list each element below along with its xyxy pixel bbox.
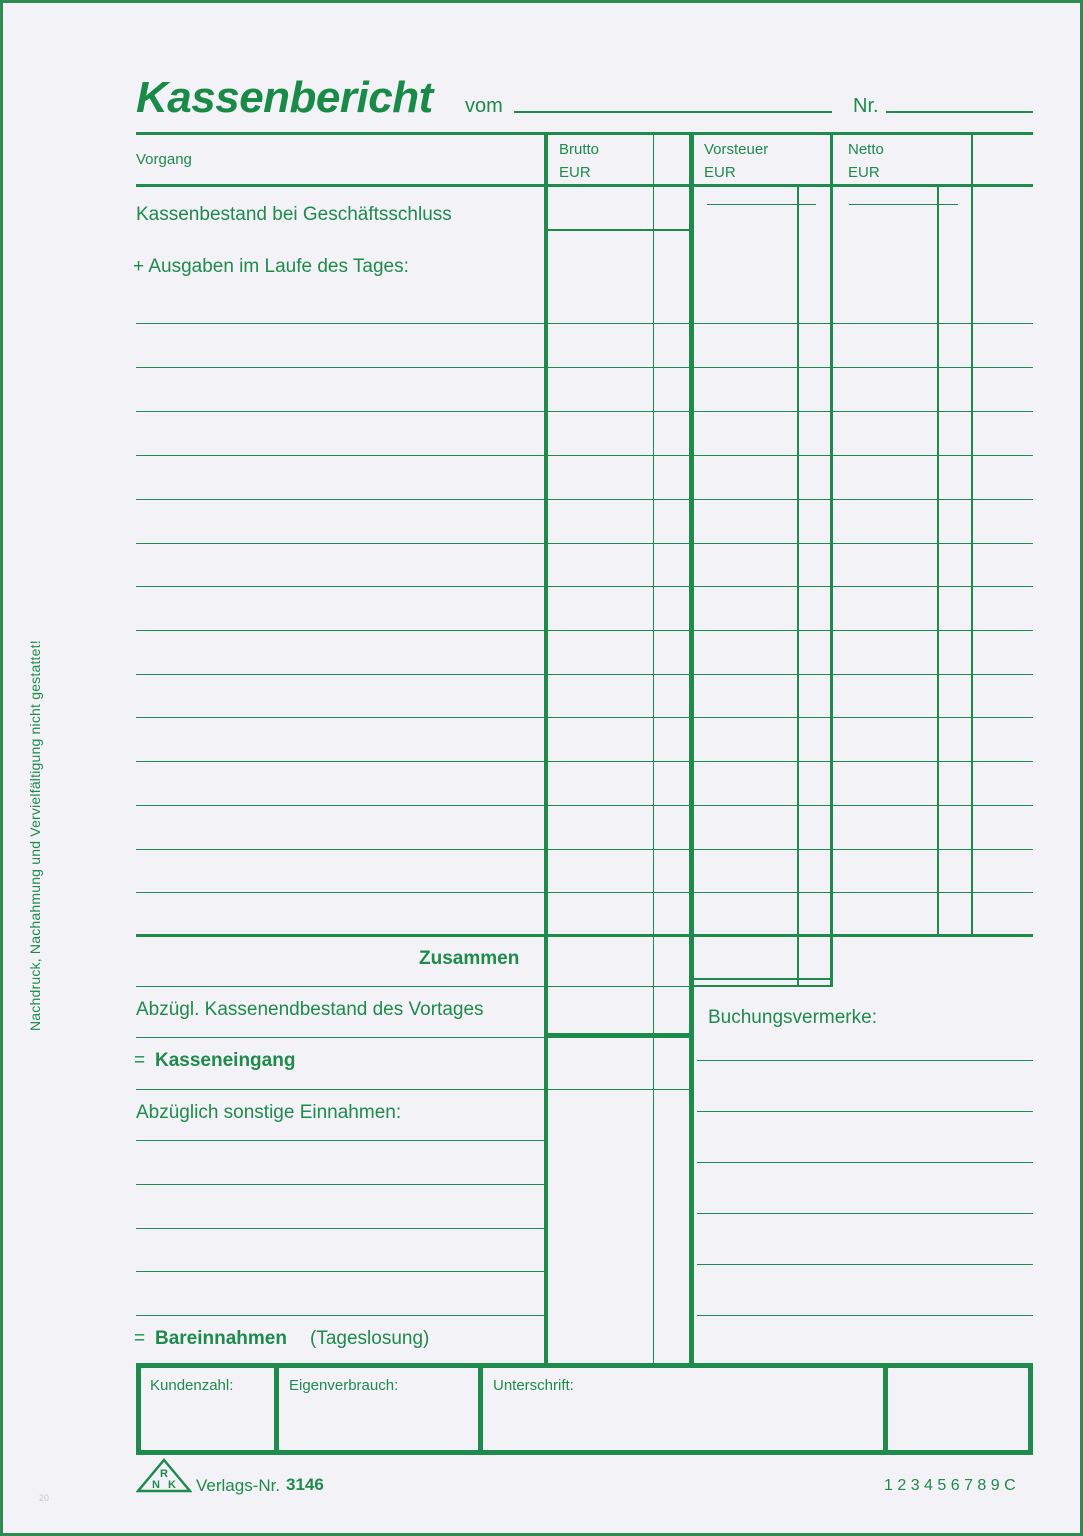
- ausgaben-line[interactable]: [136, 323, 1033, 324]
- footer-divider: [274, 1363, 279, 1455]
- copyright-side-note: Nachdruck, Nachahmung und Vervielfältigung nicht gestattet!: [27, 640, 43, 1031]
- kasseneingang-bottom-rule: [136, 1089, 690, 1090]
- sonstige-line[interactable]: [136, 1140, 546, 1141]
- ausgaben-line[interactable]: [136, 674, 1033, 675]
- ausgaben-line[interactable]: [136, 805, 1033, 806]
- eigenverbrauch-label[interactable]: Eigenverbrauch:: [289, 1377, 399, 1394]
- netto-stub-rule: [849, 204, 958, 205]
- ausgaben-line[interactable]: [136, 411, 1033, 412]
- brutto-left-rule: [544, 132, 548, 1364]
- vorsteuer-bottom-rule: [694, 978, 833, 980]
- row-bareinnahmen: Bareinnahmen: [155, 1328, 287, 1349]
- brutto-right-rule: [689, 132, 694, 1364]
- kundenzahl-label[interactable]: Kundenzahl:: [150, 1377, 234, 1394]
- buchungsvermerke-line[interactable]: [697, 1315, 1033, 1316]
- row-ausgaben: + Ausgaben im Laufe des Tages:: [133, 256, 409, 277]
- ausgaben-line[interactable]: [136, 367, 1033, 368]
- column-header-vorsteuer: Vorsteuer: [704, 141, 769, 158]
- table-top-rule: [136, 132, 1033, 135]
- netto-right-rule: [971, 132, 973, 937]
- footer-divider: [478, 1363, 483, 1455]
- zusammen-bottom-rule: [136, 986, 690, 987]
- kasseneingang-prefix: =: [134, 1050, 146, 1071]
- brutto-cent-rule: [653, 132, 654, 1364]
- print-code: 1 2 3 4 5 6 7 8 9 C: [884, 1477, 1016, 1494]
- sonstige-line[interactable]: [136, 1271, 546, 1272]
- footer-box-frame: [136, 1363, 1033, 1455]
- column-header-netto: Netto: [848, 141, 884, 158]
- column-header-vorgang: Vorgang: [136, 151, 192, 168]
- ausgaben-line[interactable]: [136, 892, 1033, 893]
- buchungsvermerke-label: Buchungsvermerke:: [708, 1007, 877, 1028]
- bareinnahmen-prefix: =: [134, 1328, 146, 1349]
- vorsteuer-bottom-rule-2: [694, 985, 833, 987]
- kassenbestand-amount-rule: [548, 229, 690, 231]
- column-unit-vorsteuer: EUR: [704, 164, 736, 181]
- ausgaben-line[interactable]: [136, 586, 1033, 587]
- buchungsvermerke-line[interactable]: [697, 1213, 1033, 1214]
- unterschrift-label[interactable]: Unterschrift:: [493, 1377, 574, 1394]
- row-zusammen: Zusammen: [419, 948, 520, 969]
- column-unit-netto: EUR: [848, 164, 880, 181]
- ausgaben-line[interactable]: [136, 499, 1033, 500]
- ausgaben-line[interactable]: [136, 630, 1033, 631]
- buchungsvermerke-line[interactable]: [697, 1111, 1033, 1112]
- sonstige-line[interactable]: [136, 1315, 546, 1316]
- zusammen-top-rule: [136, 934, 1033, 937]
- buchungsvermerke-line[interactable]: [697, 1162, 1033, 1163]
- buchungsvermerke-line[interactable]: [697, 1264, 1033, 1265]
- svg-text:R: R: [160, 1468, 168, 1480]
- page-mark: 20: [39, 1493, 50, 1503]
- vom-label: vom: [465, 95, 503, 117]
- column-header-brutto: Brutto: [559, 141, 600, 158]
- row-tageslosung: (Tageslosung): [310, 1328, 430, 1349]
- ausgaben-line[interactable]: [136, 455, 1033, 456]
- verlag-label: Verlags-Nr.: [196, 1476, 281, 1495]
- row-kasseneingang: Kasseneingang: [155, 1050, 296, 1071]
- rnk-logo: [136, 1458, 192, 1494]
- row-abzuegl-vortag: Abzügl. Kassenendbestand des Vortages: [136, 999, 484, 1020]
- nr-label: Nr.: [853, 95, 879, 117]
- ausgaben-line[interactable]: [136, 849, 1033, 850]
- footer-divider: [883, 1363, 888, 1455]
- table-header-rule: [136, 184, 1033, 187]
- ausgaben-line[interactable]: [136, 717, 1033, 718]
- sonstige-line[interactable]: [136, 1228, 546, 1229]
- vorsteuer-right-rule: [830, 132, 833, 987]
- brutto-thick-rule: [548, 1033, 690, 1038]
- netto-cent-rule: [937, 187, 939, 937]
- buchungsvermerke-line[interactable]: [697, 1060, 1033, 1061]
- row-sonstige: Abzüglich sonstige Einnahmen:: [136, 1102, 402, 1123]
- ausgaben-line[interactable]: [136, 543, 1033, 544]
- vom-date-line[interactable]: [514, 111, 832, 113]
- row-kassenbestand: Kassenbestand bei Geschäftsschluss: [136, 204, 452, 225]
- verlag-number: 3146: [286, 1475, 324, 1494]
- ausgaben-line[interactable]: [136, 761, 1033, 762]
- column-unit-brutto: EUR: [559, 164, 591, 181]
- nr-number-line[interactable]: [886, 111, 1033, 113]
- form-title: Kassenbericht: [136, 73, 433, 122]
- vorsteuer-stub-rule: [707, 204, 816, 205]
- svg-text:N: N: [152, 1479, 160, 1491]
- svg-text:K: K: [168, 1479, 176, 1491]
- sonstige-line[interactable]: [136, 1184, 546, 1185]
